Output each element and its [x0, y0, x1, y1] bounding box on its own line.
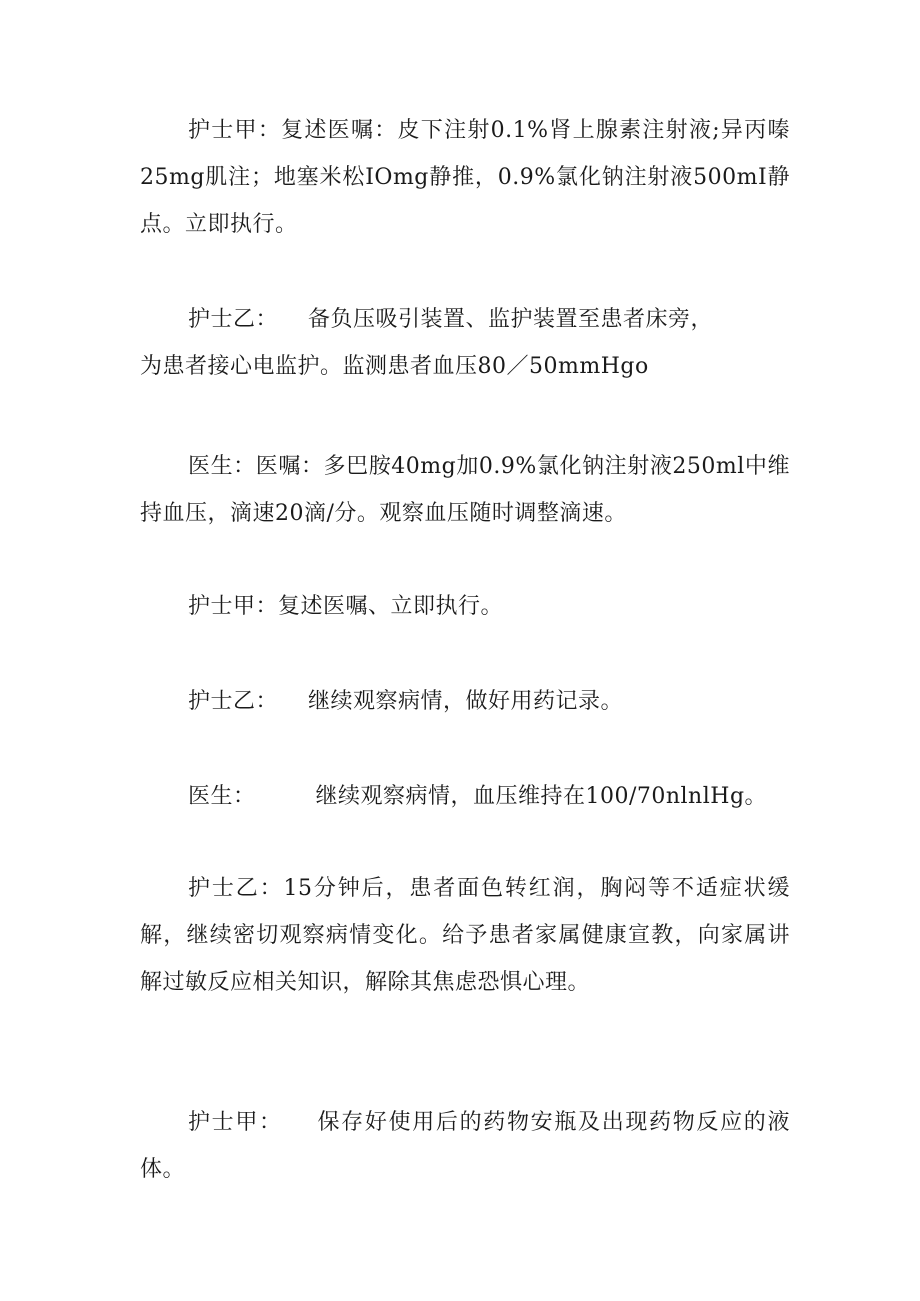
paragraph-nurse-b-monitoring: 护士乙： 备负压吸引装置、监护装置至患者床旁， 为患者接心电监护。监测患者血压80／50mmHgo: [140, 307, 713, 379]
paragraph-nurse-b-record: 护士乙： 继续观察病情，做好用药记录。: [188, 689, 623, 714]
paragraph-nurse-b-education: 护士乙：15分钟后，患者面色转红润，胸闷等不适症状缓解，继续密切观察病情变化。给予患者家属健康宣教，向家属讲解过敏反应相关知识，解除其焦虑恐惧心理。: [140, 876, 790, 995]
paragraph-nurse-a-repeat-orders: 护士甲：复述医嘱：皮下注射0.1%肾上腺素注射液;异丙嗪25mg肌注；地塞米松IOmg静推，0.9%氯化钠注射液500mI静点。立即执行。: [140, 118, 790, 237]
paragraph-nurse-a-preserve: 护士甲： 保存好使用后的药物安瓶及出现药物反应的液体。: [140, 1110, 790, 1182]
paragraph-nurse-a-execute: 护士甲：复述医嘱、立即执行。: [188, 594, 504, 619]
paragraph-doctor-dopamine-order: 医生：医嘱：多巴胺40mg加0.9%氯化钠注射液250ml中维持血压，滴速20滴/分。观察血压随时调整滴速。: [140, 454, 790, 526]
paragraph-doctor-observe: 医生： 继续观察病情，血压维持在100/70nlnlHg。: [188, 784, 768, 809]
